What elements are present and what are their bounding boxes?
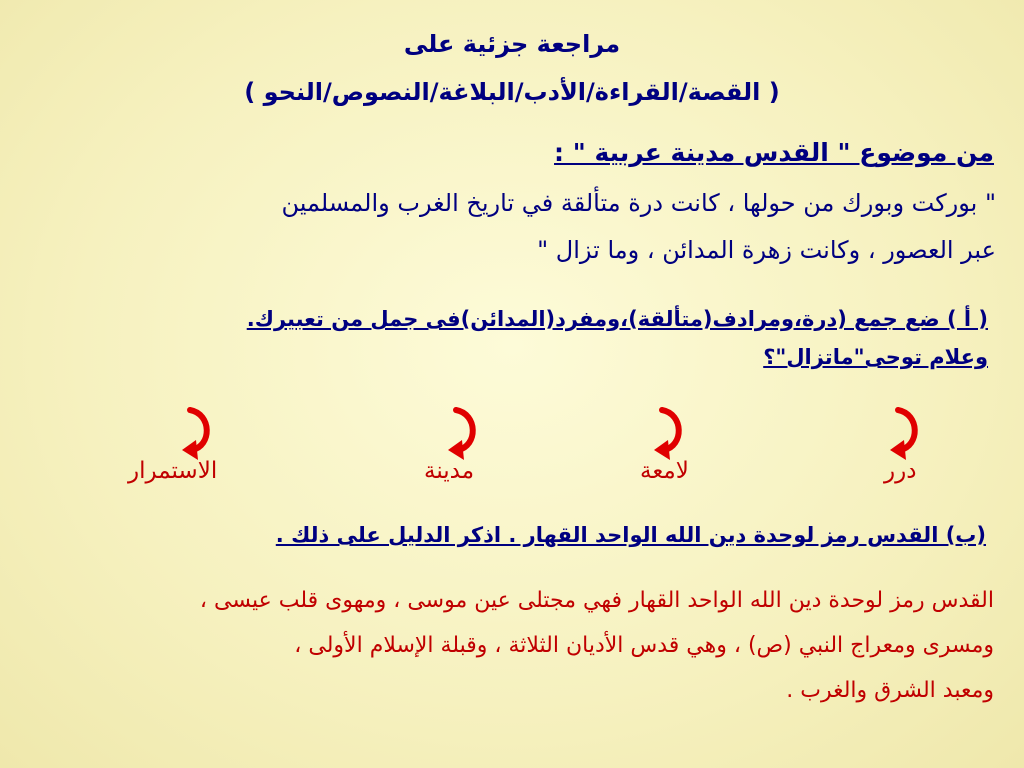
curved-arrow-icon <box>650 404 694 464</box>
curved-arrow-icon <box>178 404 222 464</box>
answer-b-line-3: ومعبد الشرق والغرب . <box>786 678 994 703</box>
passage-line-2: عبر العصور ، وكانت زهرة المدائن ، وما تزال " <box>537 236 996 264</box>
topic-heading: من موضوع " القدس مدينة عربية " : <box>554 138 994 167</box>
answer-b <box>4 578 994 713</box>
passage-line-1: " بوركت وبورك من حولها ، كانت درة متألقة في تاريخ الغرب والمسلمين <box>281 189 996 217</box>
question-a-line-1: ( أ ) ضع جمع (درة،ومرادف(متألقة)،ومفرد(المدائن)فى جمل من تعبيرك. <box>246 307 988 331</box>
curved-arrow-icon <box>886 404 930 464</box>
slide-title: مراجعة جزئية على <box>403 30 621 58</box>
answer-synonym: لامعة <box>640 458 689 484</box>
answer-b-line-2: ومسرى ومعراج النبي (ص) ، وهي قدس الأديان الثلاثة ، وقبلة الإسلام الأولى ، <box>294 633 994 658</box>
answer-singular: مدينة <box>424 458 475 484</box>
answer-plural: درر <box>884 458 917 484</box>
question-a <box>88 300 988 376</box>
question-b: (ب) القدس رمز لوحدة دين الله الواحد القهار . اذكر الدليل على ذلك . <box>275 523 986 547</box>
curved-arrow-icon <box>444 404 488 464</box>
answer-b-line-1: القدس رمز لوحدة دين الله الواحد القهار فهي مجتلى عين موسى ، ومهوى قلب عيسى ، <box>199 588 994 613</box>
quoted-passage <box>16 180 996 274</box>
slide-subtitle: ( القصة/القراءة/الأدب/البلاغة/النصوص/النحو ) <box>244 78 780 106</box>
question-a-line-2: وعلام توحى"ماتزال"؟ <box>763 345 988 369</box>
answer-implication: الاستمرار <box>128 458 218 484</box>
